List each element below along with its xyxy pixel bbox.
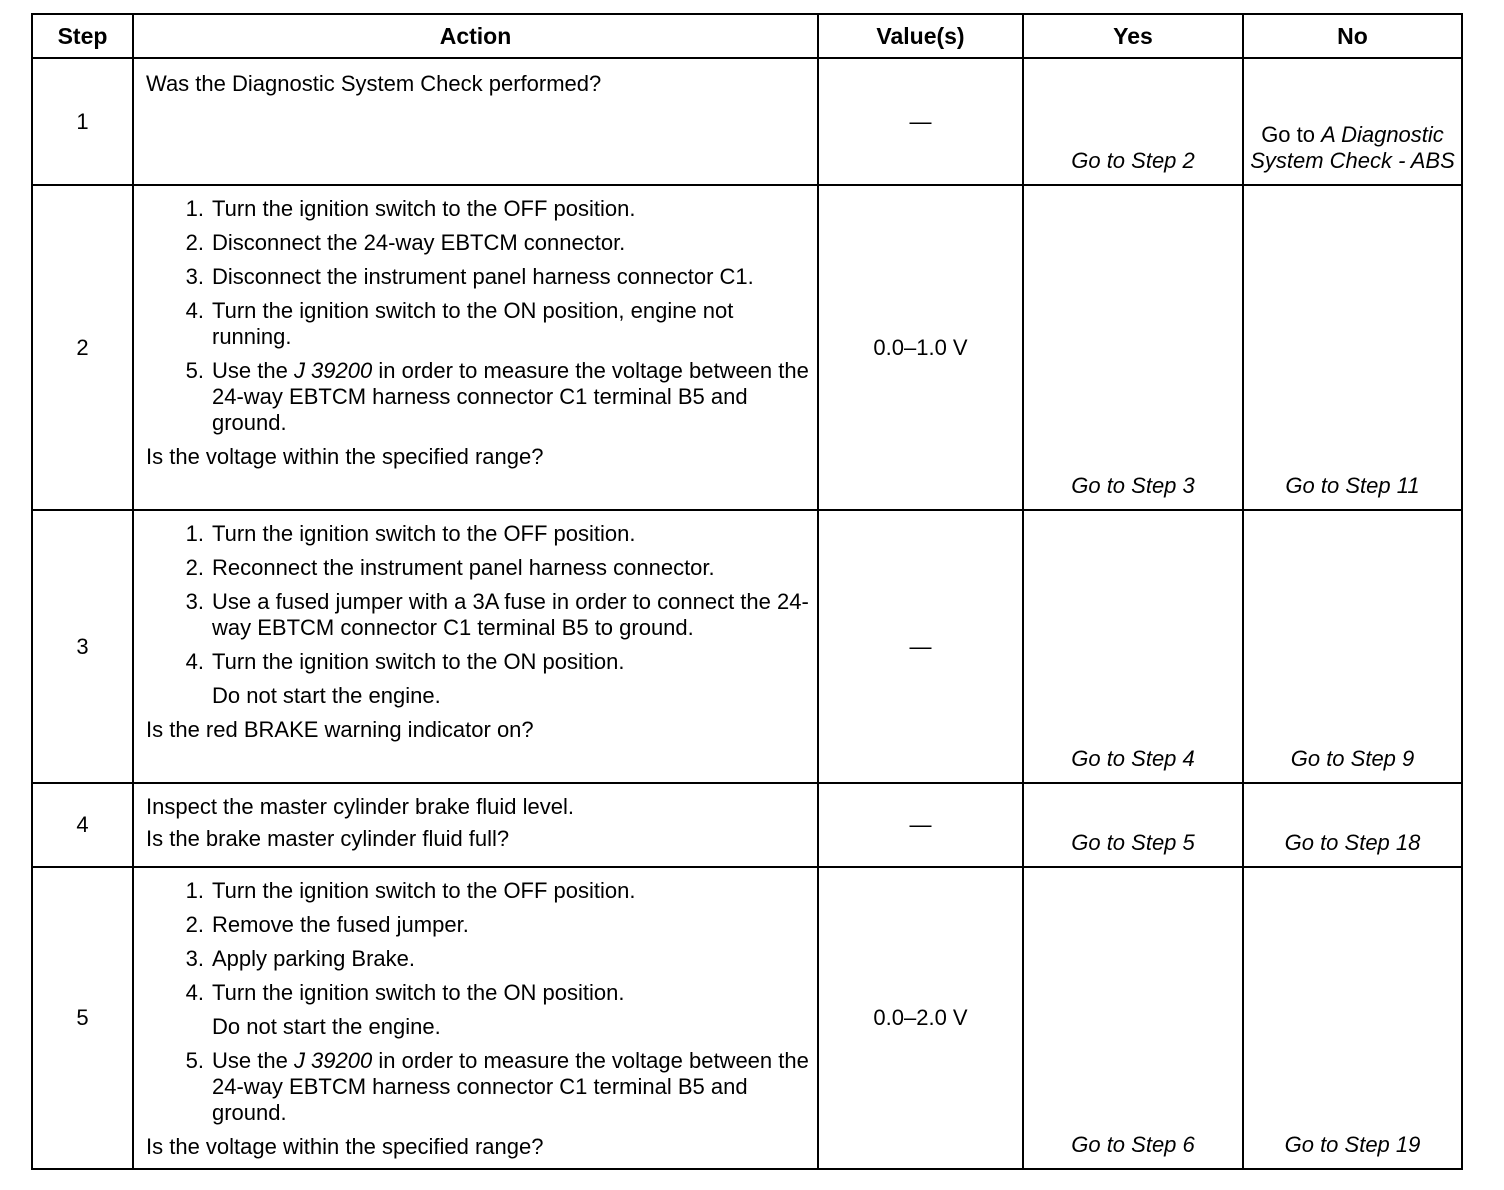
no-cell: Go to Step 9 (1243, 510, 1462, 783)
action-step: 3. Use a fused jumper with a 3A fuse in order to connect the 24-way EBTCM connector C1 terminal B5 to ground. (185, 589, 809, 640)
action-step: 4. Turn the ignition switch to the ON position. Do not start the engine. (146, 649, 809, 709)
diagnostic-table (31, 13, 1463, 1170)
yes-cell: Go to Step 5 (1023, 783, 1243, 867)
header-row (32, 14, 1462, 58)
step-number: 3 (32, 510, 133, 783)
value-cell: 0.0–1.0 V (818, 185, 1023, 510)
no-cell: Go to Step 19 (1243, 867, 1462, 1169)
action-step: 4. Turn the ignition switch to the ON position, engine not running. (185, 298, 734, 349)
value-cell: 0.0–2.0 V (818, 867, 1023, 1169)
no-cell: Go to Step 18 (1243, 783, 1462, 867)
action-cell (133, 783, 818, 867)
action-cell (133, 185, 818, 510)
action-steps (146, 878, 809, 1126)
action-cell (133, 867, 818, 1169)
value-cell: — (818, 783, 1023, 867)
yes-cell: Go to Step 2 (1023, 58, 1243, 185)
action-step: 1. Turn the ignition switch to the OFF position. (185, 196, 636, 221)
action-steps (146, 521, 809, 709)
action-step: 2. Reconnect the instrument panel harness connector. (185, 555, 715, 580)
action-steps (146, 196, 809, 436)
action-step: 3. Disconnect the instrument panel harness connector C1. (185, 264, 754, 289)
action-question: Is the voltage within the specified range? (146, 1134, 544, 1159)
step-number: 1 (32, 58, 133, 185)
step-number: 4 (32, 783, 133, 867)
table-row-step-4 (32, 783, 1462, 867)
action-question: Was the Diagnostic System Check performed? (146, 71, 602, 96)
step-number: 5 (32, 867, 133, 1169)
tool-reference: J 39200 (293, 358, 373, 383)
action-step: 2. Remove the fused jumper. (185, 912, 469, 937)
action-step: 1. Turn the ignition switch to the OFF position. (185, 521, 636, 546)
no-cell: Go to Step 11 (1243, 185, 1462, 510)
action-step: 2. Disconnect the 24-way EBTCM connector. (185, 230, 626, 255)
value-cell: — (818, 58, 1023, 185)
action-question: Is the voltage within the specified range? (146, 444, 544, 469)
header-yes: Yes (1023, 14, 1243, 58)
step-note: Do not start the engine. (212, 683, 441, 708)
step-number: 2 (32, 185, 133, 510)
no-cell-reference: A Diagnostic System Check - ABS (1250, 122, 1455, 173)
no-cell-prefix: Go to (1261, 122, 1322, 147)
yes-cell: Go to Step 6 (1023, 867, 1243, 1169)
table-row-step-3 (32, 510, 1462, 783)
action-question: Is the red BRAKE warning indicator on? (146, 717, 534, 742)
action-step: 3. Apply parking Brake. (185, 946, 415, 971)
action-cell (133, 510, 818, 783)
yes-cell: Go to Step 3 (1023, 185, 1243, 510)
header-values: Value(s) (818, 14, 1023, 58)
table-row-step-1 (32, 58, 1462, 185)
action-question: Is the brake master cylinder fluid full? (146, 826, 510, 851)
action-instruction: Inspect the master cylinder brake fluid level. (146, 794, 574, 819)
tool-reference: J 39200 (293, 1048, 373, 1073)
step-note: Do not start the engine. (212, 1014, 441, 1039)
no-cell (1243, 58, 1462, 185)
header-step: Step (32, 14, 133, 58)
action-cell (133, 58, 818, 185)
header-action: Action (133, 14, 818, 58)
action-step: 5. Use the J 39200 in order to measure the voltage between the 24-way EBTCM harness connector C1 terminal B5 and ground. (185, 1048, 809, 1125)
table-row-step-5 (32, 867, 1462, 1169)
table-row-step-2 (32, 185, 1462, 510)
action-step: 1. Turn the ignition switch to the OFF position. (185, 878, 636, 903)
action-step: 5. Use the J 39200 in order to measure the voltage between the 24-way EBTCM harness connector C1 terminal B5 and ground. (185, 358, 809, 435)
value-cell: — (818, 510, 1023, 783)
action-step: 4. Turn the ignition switch to the ON position. Do not start the engine. (146, 980, 809, 1040)
yes-cell: Go to Step 4 (1023, 510, 1243, 783)
header-no: No (1243, 14, 1462, 58)
